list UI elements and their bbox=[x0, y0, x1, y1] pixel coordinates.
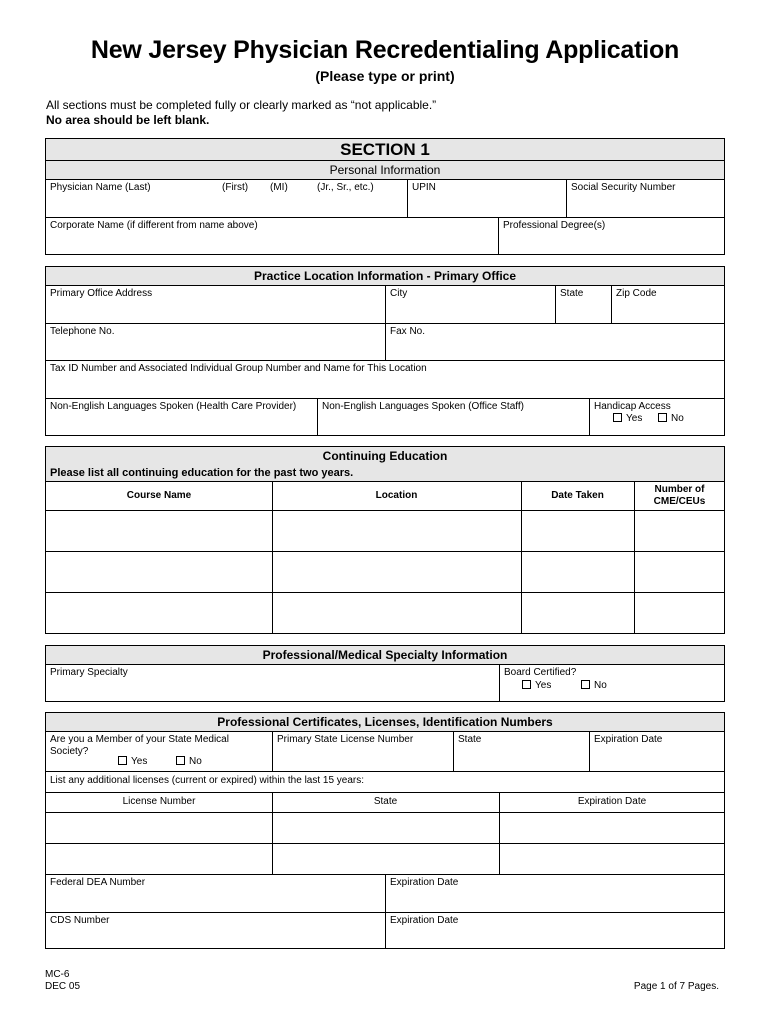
upin-label: UPIN bbox=[412, 182, 436, 193]
board-yes-label: Yes bbox=[535, 680, 552, 691]
intro-text bbox=[46, 98, 436, 128]
checkbox-icon[interactable] bbox=[581, 680, 590, 689]
medical-society-label: Are you a Member of your State Medical Society? bbox=[50, 734, 229, 757]
handicap-no-label: No bbox=[671, 413, 684, 424]
dea-expiration-field[interactable] bbox=[385, 874, 725, 912]
continuing-education-section bbox=[45, 446, 725, 634]
city-label: City bbox=[390, 288, 408, 299]
ssn-label: Social Security Number bbox=[571, 182, 676, 193]
languages-staff-label: Non-English Languages Spoken (Office Staff) bbox=[322, 401, 524, 412]
zip-label: Zip Code bbox=[616, 288, 657, 299]
checkbox-icon[interactable] bbox=[613, 413, 622, 422]
form-number: MC-6 bbox=[45, 969, 70, 980]
board-yes-option[interactable] bbox=[522, 680, 551, 691]
dea-number-label: Federal DEA Number bbox=[50, 877, 146, 888]
intro-line-1: All sections must be completed fully or clearly marked as “not applicable.” bbox=[46, 98, 437, 112]
section-1-title: SECTION 1 bbox=[46, 139, 724, 161]
zip-field[interactable] bbox=[611, 285, 725, 323]
personal-info-header: Personal Information bbox=[46, 161, 724, 180]
cds-expiration-field[interactable] bbox=[385, 912, 725, 948]
license-row[interactable] bbox=[46, 813, 725, 843]
society-no-label: No bbox=[189, 756, 202, 767]
cds-number-field[interactable] bbox=[46, 912, 386, 948]
license-state-label: State bbox=[458, 734, 482, 745]
licenses-section bbox=[45, 712, 725, 949]
column-header-location: Location bbox=[375, 490, 418, 501]
handicap-access-label: Handicap Access bbox=[594, 401, 671, 412]
page-subtitle: (Please type or print) bbox=[315, 68, 455, 84]
column-header-state: State bbox=[373, 796, 398, 807]
license-state-field[interactable] bbox=[453, 731, 590, 771]
form-date: DEC 05 bbox=[45, 981, 81, 992]
specialty-header: Professional/Medical Specialty Information bbox=[46, 646, 724, 665]
physician-mi-label: (MI) bbox=[270, 182, 288, 193]
cds-expiration-label: Expiration Date bbox=[390, 915, 459, 926]
city-field[interactable] bbox=[385, 285, 556, 323]
checkbox-icon[interactable] bbox=[118, 756, 127, 765]
physician-suffix-label: (Jr., Sr., etc.) bbox=[317, 182, 374, 193]
cds-number-label: CDS Number bbox=[50, 915, 110, 926]
physician-last-label: Physician Name (Last) bbox=[50, 182, 151, 193]
handicap-access-field bbox=[589, 398, 725, 435]
page-number: Page 1 of 7 Pages. bbox=[633, 981, 719, 992]
degree-field[interactable] bbox=[498, 217, 725, 255]
primary-license-label: Primary State License Number bbox=[277, 734, 414, 745]
fax-label: Fax No. bbox=[390, 326, 426, 337]
education-row[interactable] bbox=[46, 593, 725, 633]
license-row[interactable] bbox=[46, 844, 725, 874]
continuing-education-header: Continuing Education bbox=[46, 447, 724, 466]
page-title: New Jersey Physician Recredentialing Application bbox=[90, 36, 680, 64]
column-header-expiration-date: Expiration Date bbox=[577, 796, 647, 807]
handicap-no-option[interactable] bbox=[658, 413, 684, 424]
telephone-field[interactable] bbox=[46, 323, 386, 360]
personal-info-section bbox=[45, 138, 725, 255]
society-no-option[interactable] bbox=[176, 756, 202, 767]
licenses-header: Professional Certificates, Licenses, Identification Numbers bbox=[46, 713, 724, 732]
specialty-section bbox=[45, 645, 725, 702]
society-yes-label: Yes bbox=[131, 756, 148, 767]
languages-provider-field[interactable] bbox=[46, 398, 318, 435]
primary-specialty-field[interactable] bbox=[46, 664, 500, 701]
degree-label: Professional Degree(s) bbox=[503, 220, 606, 231]
intro-line-2: No area should be left blank. bbox=[46, 113, 210, 127]
handicap-yes-label: Yes bbox=[626, 413, 643, 424]
office-address-field[interactable] bbox=[46, 285, 386, 323]
column-header-cme-ceus: Number of CME/CEUs bbox=[653, 484, 706, 507]
languages-provider-label: Non-English Languages Spoken (Health Care Provider) bbox=[50, 401, 297, 412]
column-header-license-number: License Number bbox=[122, 796, 196, 807]
checkbox-icon[interactable] bbox=[176, 756, 185, 765]
tax-id-label: Tax ID Number and Associated Individual Group Number and Name for This Location bbox=[50, 363, 427, 374]
personal-info-header-bold bbox=[46, 161, 724, 180]
upin-field[interactable] bbox=[407, 179, 567, 217]
primary-specialty-label: Primary Specialty bbox=[50, 667, 128, 678]
primary-license-field[interactable] bbox=[272, 731, 454, 771]
checkbox-icon[interactable] bbox=[658, 413, 667, 422]
column-header-course-name: Course Name bbox=[126, 490, 192, 501]
continuing-education-instruction: Please list all continuing education for the past two years. bbox=[46, 465, 724, 482]
languages-staff-field[interactable] bbox=[317, 398, 590, 435]
additional-licenses-instruction: List any additional licenses (current or expired) within the last 15 years: bbox=[50, 775, 365, 786]
corporate-name-field[interactable] bbox=[46, 217, 499, 255]
education-row[interactable] bbox=[46, 511, 725, 551]
board-no-label: No bbox=[594, 680, 607, 691]
license-expiration-label: Expiration Date bbox=[594, 734, 663, 745]
license-expiration-field[interactable] bbox=[589, 731, 725, 771]
tax-id-field[interactable] bbox=[46, 360, 725, 398]
telephone-label: Telephone No. bbox=[50, 326, 115, 337]
physician-first-label: (First) bbox=[222, 182, 249, 193]
state-field[interactable] bbox=[555, 285, 612, 323]
column-header-date-taken: Date Taken bbox=[551, 490, 604, 501]
medical-society-field bbox=[46, 731, 273, 771]
ssn-field[interactable] bbox=[566, 179, 725, 217]
education-row[interactable] bbox=[46, 552, 725, 592]
physician-name-field[interactable] bbox=[46, 179, 408, 217]
state-label: State bbox=[560, 288, 584, 299]
board-no-option[interactable] bbox=[581, 680, 607, 691]
board-certified-label: Board Certified? bbox=[504, 667, 577, 678]
society-yes-option[interactable] bbox=[118, 756, 147, 767]
corporate-name-label: Corporate Name (if different from name above) bbox=[50, 220, 258, 231]
practice-location-section bbox=[45, 266, 725, 436]
office-address-label: Primary Office Address bbox=[50, 288, 153, 299]
fax-field[interactable] bbox=[385, 323, 725, 360]
practice-location-header: Practice Location Information - Primary Office bbox=[46, 267, 724, 286]
dea-expiration-label: Expiration Date bbox=[390, 877, 459, 888]
dea-number-field[interactable] bbox=[46, 874, 386, 912]
handicap-yes-option[interactable] bbox=[613, 413, 642, 424]
checkbox-icon[interactable] bbox=[522, 680, 531, 689]
